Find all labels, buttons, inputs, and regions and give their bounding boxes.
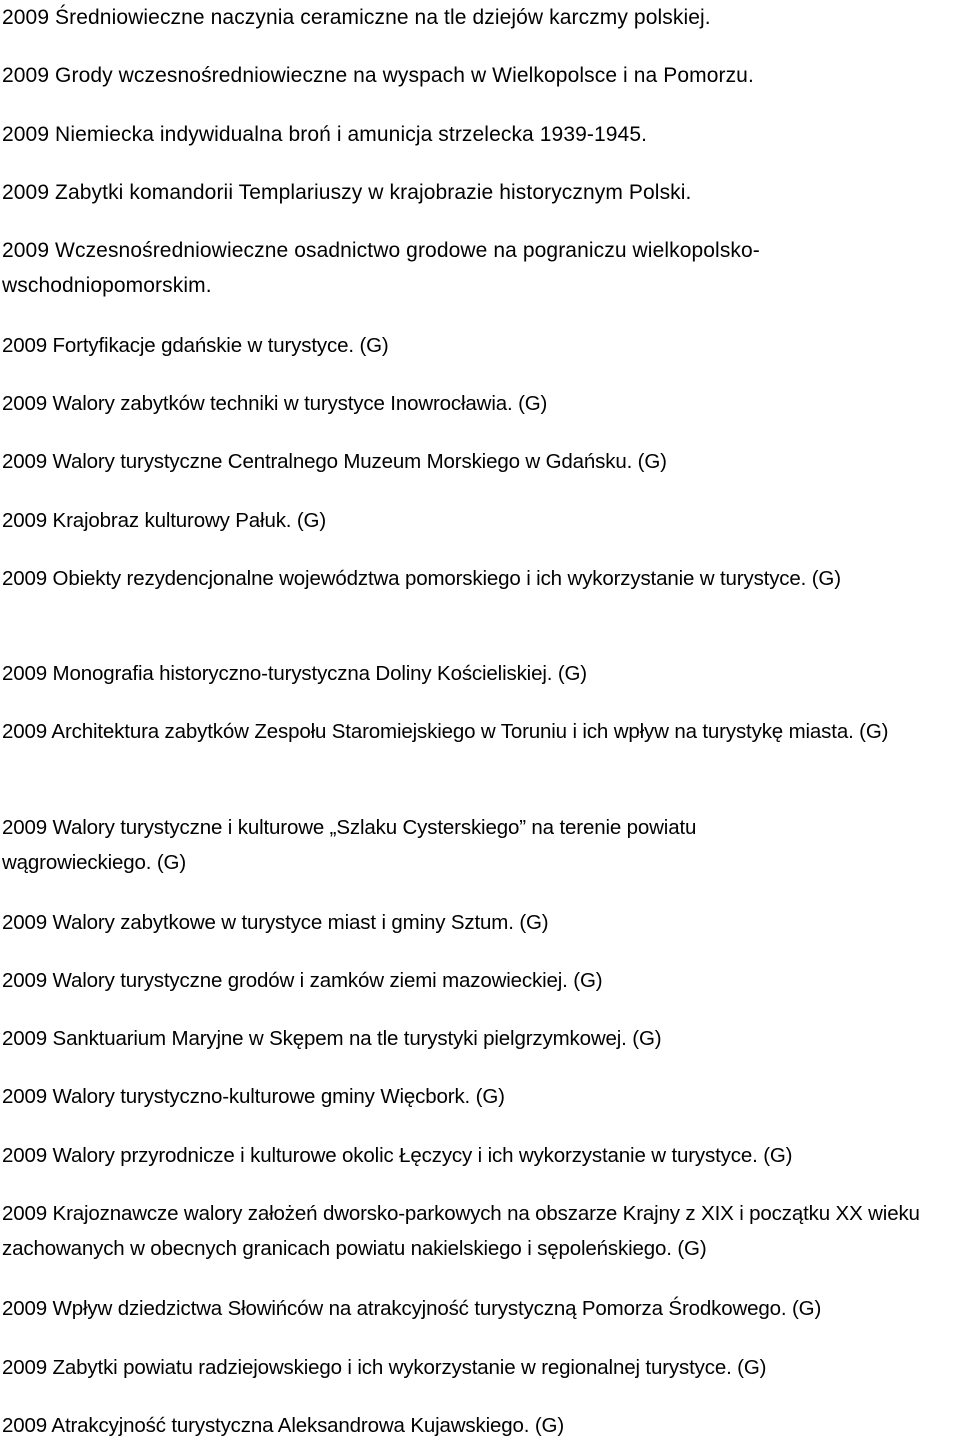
list-item: 2009 Fortyfikacje gdańskie w turystyce. (G) bbox=[2, 334, 389, 357]
list-item: 2009 Wpływ dziedzictwa Słowińców na atrakcyjność turystyczną Pomorza Środkowego. (G) bbox=[2, 1297, 822, 1320]
list-item: 2009 Walory turystyczne i kulturowe „Szlaku Cysterskiego” na terenie powiatu wągrowieckiego. (G) bbox=[2, 816, 697, 874]
list-item: 2009 Monografia historyczno-turystyczna Doliny Kościeliskiej. (G) bbox=[2, 662, 587, 685]
list-item: 2009 Krajobraz kulturowy Pałuk. (G) bbox=[2, 509, 327, 532]
list-item: 2009 Sanktuarium Maryjne w Skępem na tle turystyki pielgrzymkowej. (G) bbox=[2, 1027, 662, 1050]
list-item: 2009 Walory przyrodnicze i kulturowe okolic Łęczycy i ich wykorzystanie w turystyce. (G) bbox=[2, 1144, 793, 1167]
list-item: 2009 Walory turystyczno-kulturowe gminy Więcbork. (G) bbox=[2, 1085, 505, 1108]
list-item: 2009 Architektura zabytków Zespołu Staromiejskiego w Toruniu i ich wpływ na turystykę miasta. (G) bbox=[2, 720, 889, 743]
list-item: 2009 Obiekty rezydencjonalne województwa pomorskiego i ich wykorzystanie w turystyce. (G) bbox=[2, 567, 841, 590]
list-item: 2009 Walory turystyczne grodów i zamków ziemi mazowieckiej. (G) bbox=[2, 969, 603, 992]
list-item: 2009 Atrakcyjność turystyczna Aleksandrowa Kujawskiego. (G) bbox=[2, 1414, 564, 1437]
list-item: 2009 Walory zabytkowe w turystyce miast i gminy Sztum. (G) bbox=[2, 911, 549, 934]
list-item: 2009 Wczesnośredniowieczne osadnictwo grodowe na pograniczu wielkopolsko-wschodniopomorskim. bbox=[2, 239, 760, 297]
list-item: 2009 Grody wczesnośredniowieczne na wyspach w Wielkopolsce i na Pomorzu. bbox=[2, 64, 754, 87]
list-item: 2009 Walory turystyczne Centralnego Muzeum Morskiego w Gdańsku. (G) bbox=[2, 450, 667, 473]
list-item: 2009 Krajoznawcze walory założeń dworsko-parkowych na obszarze Krajny z XIX i początku XX wieku zachowanych w obecnych granicach powiatu nakielskiego i sępoleńskiego. (G) bbox=[2, 1202, 920, 1260]
list-item: 2009 Niemiecka indywidualna broń i amunicja strzelecka 1939-1945. bbox=[2, 123, 648, 146]
list-item: 2009 Średniowieczne naczynia ceramiczne na tle dziejów karczmy polskiej. bbox=[2, 6, 711, 29]
list-item: 2009 Zabytki powiatu radziejowskiego i ich wykorzystanie w regionalnej turystyce. (G) bbox=[2, 1356, 767, 1379]
list-item: 2009 Walory zabytków techniki w turystyce Inowrocławia. (G) bbox=[2, 392, 548, 415]
list-item: 2009 Zabytki komandorii Templariuszy w krajobrazie historycznym Polski. bbox=[2, 181, 692, 204]
